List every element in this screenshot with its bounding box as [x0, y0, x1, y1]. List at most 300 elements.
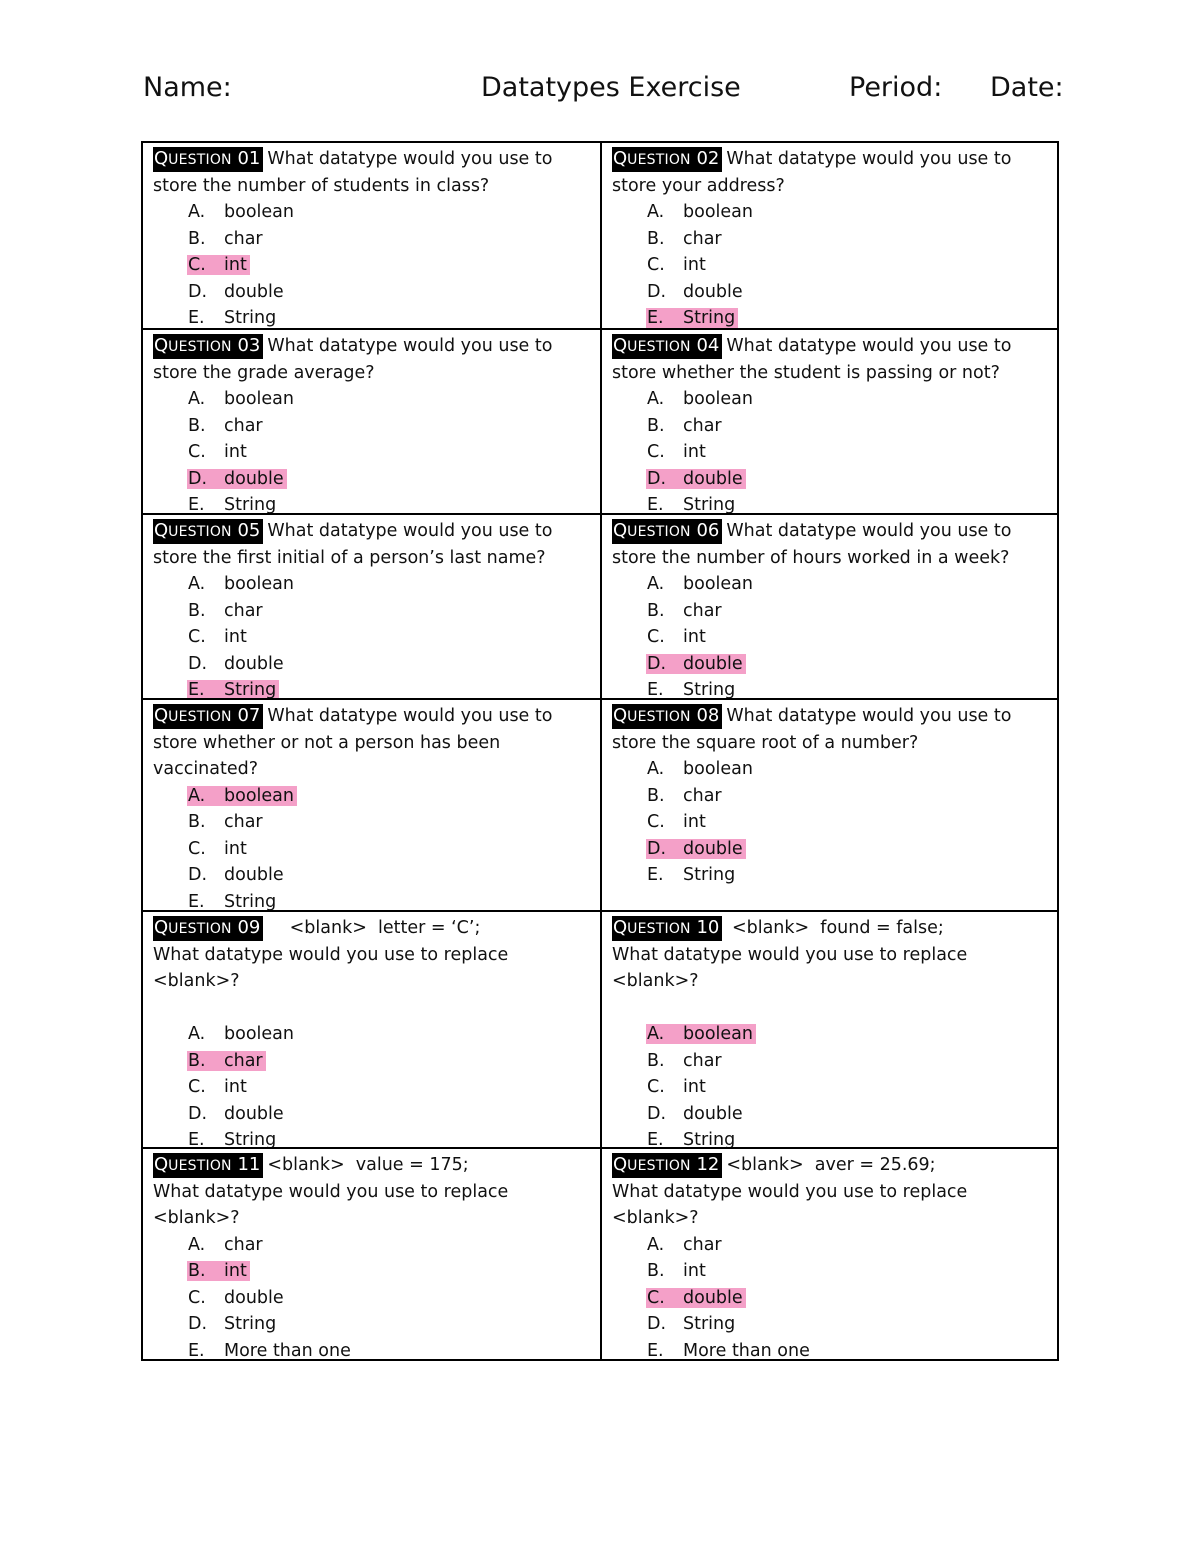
option-text: char — [224, 415, 263, 436]
option-text: double — [224, 1103, 284, 1124]
question-text: <blank>? — [153, 1208, 240, 1228]
answer-option[interactable] — [612, 598, 1049, 625]
question-label: QUESTION 01 — [153, 147, 263, 172]
answer-option-correct[interactable] — [153, 1258, 592, 1285]
option-letter: D. — [647, 1314, 667, 1334]
option-letter: C. — [188, 442, 206, 462]
question-text: What datatype would you use to replace — [612, 1181, 968, 1202]
answer-option[interactable] — [612, 809, 1049, 836]
answer-option-correct[interactable] — [153, 783, 592, 810]
option-text: String — [683, 308, 736, 328]
question-line — [612, 915, 1049, 942]
answer-option[interactable] — [612, 1101, 1049, 1128]
option-text: int — [224, 255, 247, 275]
option-text: String — [224, 891, 277, 912]
option-letter: B. — [188, 1261, 206, 1281]
answer-option[interactable] — [612, 439, 1049, 466]
option-letter: C. — [188, 1077, 206, 1097]
question-prefix: What datatype would you use to — [267, 336, 553, 356]
answer-option-correct[interactable] — [612, 836, 1049, 863]
question-line — [612, 146, 1049, 173]
option-text: int — [683, 1077, 706, 1097]
option-content — [188, 308, 276, 328]
option-content — [647, 601, 722, 621]
question-label: QUESTION 06 — [612, 519, 722, 544]
option-letter: D. — [188, 468, 208, 489]
option-letter: E. — [647, 680, 664, 700]
answer-option[interactable] — [153, 199, 592, 226]
option-text: boolean — [683, 759, 753, 779]
answer-option[interactable] — [153, 226, 592, 253]
answer-option[interactable] — [612, 1311, 1049, 1338]
option-content — [647, 442, 706, 462]
answer-option[interactable] — [153, 386, 592, 413]
option-content — [647, 255, 706, 275]
option-content — [646, 1288, 746, 1308]
option-letter: A. — [188, 202, 206, 222]
answer-option[interactable] — [153, 651, 592, 678]
answer-option[interactable] — [612, 624, 1049, 651]
question-text: store the grade average? — [153, 362, 375, 383]
question-text: store your address? — [612, 175, 785, 196]
question-text: <blank>? — [612, 971, 699, 991]
option-letter: C. — [188, 255, 206, 275]
option-text: char — [683, 785, 722, 806]
option-letter: C. — [188, 1287, 206, 1308]
question-line — [612, 518, 1049, 545]
option-content — [647, 1104, 743, 1124]
option-content — [188, 1341, 351, 1361]
question-label: QUESTION 11 — [153, 1153, 263, 1178]
option-letter: A. — [188, 1234, 206, 1255]
question-line — [153, 146, 592, 173]
option-letter: D. — [647, 653, 667, 674]
option-letter: A. — [188, 1024, 206, 1044]
option-content — [187, 1261, 250, 1281]
answer-option[interactable] — [153, 836, 592, 863]
option-letter: A. — [188, 389, 206, 409]
option-content — [188, 654, 284, 674]
option-content — [647, 865, 735, 885]
question-label: QUESTION 08 — [612, 704, 722, 729]
answer-option[interactable] — [153, 1285, 592, 1312]
answer-option[interactable] — [612, 386, 1049, 413]
option-content — [188, 229, 263, 249]
option-content — [187, 255, 250, 275]
question-label: QUESTION 03 — [153, 334, 263, 359]
answer-option[interactable] — [153, 809, 592, 836]
question-label: QUESTION 04 — [612, 334, 722, 359]
option-letter: E. — [647, 865, 664, 885]
question-text: store the number of students in class? — [153, 175, 490, 196]
option-letter: A. — [647, 759, 665, 779]
question-prefix: What datatype would you use to — [726, 706, 1012, 726]
option-letter: B. — [647, 1261, 665, 1281]
option-content — [188, 1314, 276, 1334]
option-letter: E. — [188, 308, 205, 328]
question-label: QUESTION 09 — [153, 916, 263, 941]
question-cell — [143, 513, 600, 698]
option-letter: E. — [647, 1340, 664, 1361]
option-letter: E. — [647, 1130, 664, 1150]
blank-line — [153, 995, 592, 1022]
option-text: double — [224, 865, 284, 885]
option-text: String — [683, 1314, 736, 1334]
blank-line — [612, 995, 1049, 1022]
option-letter: C. — [188, 627, 206, 647]
option-content — [187, 680, 279, 700]
answer-option-correct[interactable] — [612, 1285, 1049, 1312]
option-text: int — [224, 1077, 247, 1097]
option-text: double — [224, 1287, 284, 1308]
answer-option[interactable] — [612, 279, 1049, 306]
question-text: <blank>? — [153, 971, 240, 991]
option-content — [188, 574, 294, 594]
option-text: String — [224, 308, 277, 328]
option-letter: B. — [188, 600, 206, 621]
option-content — [647, 1261, 706, 1281]
option-text: String — [683, 680, 736, 700]
question-line — [153, 703, 592, 730]
option-content — [188, 389, 294, 409]
answer-option[interactable] — [612, 756, 1049, 783]
answer-option[interactable] — [153, 1021, 592, 1048]
question-label: QUESTION 05 — [153, 519, 263, 544]
option-text: int — [683, 627, 706, 647]
question-prefix: What datatype would you use to — [267, 149, 553, 169]
option-content — [647, 759, 753, 779]
answer-option-correct[interactable] — [612, 1021, 1049, 1048]
option-text: int — [683, 812, 706, 832]
option-text: double — [683, 468, 743, 489]
option-text: int — [224, 838, 247, 859]
option-content — [647, 627, 706, 647]
answer-option[interactable] — [153, 1074, 592, 1101]
question-prefix: <blank> value = 175; — [267, 1155, 469, 1175]
question-cell — [143, 143, 600, 328]
answer-option[interactable] — [153, 1232, 592, 1259]
option-letter: E. — [188, 1340, 205, 1361]
option-letter: E. — [188, 495, 205, 515]
question-cell — [600, 910, 1057, 1150]
option-letter: D. — [188, 281, 208, 302]
option-content — [646, 308, 738, 328]
option-text: boolean — [683, 202, 753, 222]
option-text: boolean — [224, 389, 294, 409]
option-letter: E. — [188, 891, 205, 912]
option-letter: D. — [188, 1314, 208, 1334]
option-letter: A. — [647, 1234, 665, 1255]
option-letter: B. — [188, 415, 206, 436]
option-content — [188, 812, 263, 832]
option-text: double — [683, 1287, 743, 1308]
answer-option[interactable] — [612, 783, 1049, 810]
question-cell — [143, 698, 600, 910]
question-text: store the square root of a number? — [612, 732, 919, 753]
option-text: boolean — [683, 574, 753, 594]
option-content — [188, 892, 276, 912]
option-text: int — [224, 1261, 247, 1281]
option-letter: A. — [647, 1024, 665, 1044]
question-prefix: What datatype would you use to — [267, 521, 553, 541]
question-cell — [143, 1147, 600, 1359]
option-text: boolean — [683, 389, 753, 409]
question-label: QUESTION 07 — [153, 704, 263, 729]
question-text: What datatype would you use to replace — [153, 1181, 509, 1202]
option-text: double — [683, 281, 743, 302]
answer-option[interactable] — [153, 1338, 592, 1365]
question-line — [153, 518, 592, 545]
option-text: double — [224, 281, 284, 302]
option-letter: D. — [647, 838, 667, 859]
option-text: int — [683, 442, 706, 462]
option-letter: B. — [188, 1050, 206, 1071]
option-letter: B. — [647, 600, 665, 621]
option-content — [647, 416, 722, 436]
option-content — [647, 229, 722, 249]
option-content — [647, 574, 753, 594]
answer-option[interactable] — [612, 1338, 1049, 1365]
answer-option[interactable] — [612, 571, 1049, 598]
option-content — [188, 1104, 284, 1124]
option-text: String — [224, 495, 277, 515]
answer-option[interactable] — [612, 862, 1049, 889]
option-letter: D. — [188, 1103, 208, 1124]
option-letter: D. — [647, 281, 667, 302]
option-text: char — [683, 228, 722, 249]
option-letter: E. — [188, 680, 205, 700]
option-text: boolean — [224, 785, 294, 806]
option-content — [187, 469, 287, 489]
option-text: More than one — [224, 1340, 351, 1361]
option-content — [188, 282, 284, 302]
answer-option[interactable] — [612, 1258, 1049, 1285]
option-content — [646, 654, 746, 674]
option-content — [188, 442, 247, 462]
option-content — [647, 282, 743, 302]
option-text: char — [224, 812, 263, 832]
question-line — [153, 1152, 592, 1179]
question-line — [153, 915, 592, 942]
question-cell — [600, 328, 1057, 513]
option-text: double — [224, 468, 284, 489]
answer-option-correct[interactable] — [153, 466, 592, 493]
question-prefix: <blank> aver = 25.69; — [726, 1155, 936, 1175]
option-letter: C. — [647, 627, 665, 647]
question-text: store whether the student is passing or not? — [612, 362, 1000, 383]
answer-option-correct[interactable] — [612, 651, 1049, 678]
option-text: char — [683, 1050, 722, 1071]
option-text: boolean — [683, 1024, 753, 1044]
answer-option[interactable] — [612, 1048, 1049, 1075]
answer-option[interactable] — [153, 1101, 592, 1128]
question-text: What datatype would you use to replace — [612, 944, 968, 965]
answer-option[interactable] — [153, 1311, 592, 1338]
option-letter: E. — [647, 495, 664, 515]
option-letter: C. — [647, 255, 665, 275]
option-text: char — [224, 600, 263, 621]
answer-option[interactable] — [153, 598, 592, 625]
option-letter: D. — [188, 865, 208, 885]
name-label: Name: — [143, 72, 232, 103]
option-letter: A. — [647, 202, 665, 222]
question-cell — [600, 1147, 1057, 1359]
option-content — [188, 416, 263, 436]
answer-option[interactable] — [153, 571, 592, 598]
answer-option-correct[interactable] — [612, 466, 1049, 493]
option-text: String — [683, 495, 736, 515]
page-header — [0, 72, 1200, 112]
option-text: String — [224, 680, 277, 700]
question-cell — [600, 698, 1057, 910]
option-text: char — [224, 228, 263, 249]
question-prefix: <blank> found = false; — [726, 918, 944, 938]
option-text: double — [683, 653, 743, 674]
option-text: double — [683, 1103, 743, 1124]
answer-option-correct[interactable] — [153, 252, 592, 279]
answer-option[interactable] — [153, 279, 592, 306]
option-text: int — [683, 1261, 706, 1281]
page-title: Datatypes Exercise — [481, 72, 741, 103]
option-letter: E. — [647, 308, 664, 328]
question-text: store the first initial of a person’s last name? — [153, 547, 546, 568]
option-content — [188, 627, 247, 647]
option-text: boolean — [224, 202, 294, 222]
answer-option[interactable] — [612, 199, 1049, 226]
question-cell — [600, 143, 1057, 328]
option-letter: C. — [188, 838, 206, 859]
option-letter: D. — [647, 468, 667, 489]
option-letter: A. — [647, 574, 665, 594]
option-text: char — [224, 1050, 263, 1071]
option-text: String — [224, 1130, 277, 1150]
question-cell — [143, 328, 600, 513]
option-content — [188, 202, 294, 222]
question-line — [153, 333, 592, 360]
question-text: <blank>? — [612, 1208, 699, 1228]
option-content — [647, 1341, 810, 1361]
question-text: store whether or not a person has been — [153, 732, 501, 753]
option-letter: A. — [188, 574, 206, 594]
option-text: char — [224, 1234, 263, 1255]
option-content — [188, 1077, 247, 1097]
question-cell — [143, 910, 600, 1150]
option-text: int — [224, 627, 247, 647]
answer-option[interactable] — [612, 413, 1049, 440]
option-text: double — [683, 838, 743, 859]
question-line — [612, 333, 1049, 360]
option-content — [647, 1051, 722, 1071]
answer-option[interactable] — [153, 624, 592, 651]
option-letter: E. — [188, 1130, 205, 1150]
option-letter: B. — [188, 228, 206, 249]
option-content — [188, 495, 276, 515]
option-text: boolean — [224, 1024, 294, 1044]
question-text: vaccinated? — [153, 759, 259, 779]
option-text: String — [224, 1314, 277, 1334]
option-letter: A. — [188, 785, 206, 806]
option-letter: B. — [647, 1050, 665, 1071]
option-text: int — [224, 442, 247, 462]
option-content — [647, 202, 753, 222]
question-cell — [600, 513, 1057, 698]
option-content — [646, 1024, 756, 1044]
questions-table — [141, 141, 1059, 1361]
option-letter: D. — [647, 1103, 667, 1124]
option-text: More than one — [683, 1340, 810, 1361]
option-letter: B. — [647, 228, 665, 249]
option-content — [187, 786, 297, 806]
option-content — [188, 839, 247, 859]
option-content — [647, 812, 706, 832]
option-text: double — [224, 653, 284, 674]
question-prefix: What datatype would you use to — [267, 706, 553, 726]
question-line — [612, 1152, 1049, 1179]
answer-option[interactable] — [612, 226, 1049, 253]
answer-option-correct[interactable] — [153, 1048, 592, 1075]
option-content — [646, 839, 746, 859]
option-text: char — [683, 415, 722, 436]
question-text: What datatype would you use to replace — [153, 944, 509, 965]
question-prefix: What datatype would you use to — [726, 521, 1012, 541]
option-text: String — [683, 865, 736, 885]
option-content — [647, 1314, 735, 1334]
question-label: QUESTION 12 — [612, 1153, 722, 1178]
option-text: String — [683, 1130, 736, 1150]
option-letter: C. — [647, 812, 665, 832]
option-letter: B. — [188, 812, 206, 832]
question-label: QUESTION 10 — [612, 916, 722, 941]
option-letter: B. — [647, 415, 665, 436]
option-text: boolean — [224, 574, 294, 594]
option-letter: C. — [647, 1077, 665, 1097]
option-content — [188, 1024, 294, 1044]
question-line — [612, 703, 1049, 730]
answer-option[interactable] — [153, 413, 592, 440]
option-text: char — [683, 600, 722, 621]
option-letter: D. — [188, 653, 208, 674]
answer-option[interactable] — [153, 439, 592, 466]
option-content — [646, 469, 746, 489]
option-content — [187, 1051, 266, 1071]
option-content — [647, 495, 735, 515]
question-text: store the number of hours worked in a week? — [612, 547, 1010, 568]
option-text: char — [683, 1234, 722, 1255]
answer-option[interactable] — [612, 252, 1049, 279]
answer-option[interactable] — [612, 1232, 1049, 1259]
option-letter: C. — [647, 1287, 665, 1308]
answer-option[interactable] — [153, 862, 592, 889]
option-content — [188, 1235, 263, 1255]
option-content — [647, 680, 735, 700]
answer-option[interactable] — [612, 1074, 1049, 1101]
option-letter: B. — [647, 785, 665, 806]
option-text: int — [683, 255, 706, 275]
period-label: Period: — [849, 72, 943, 103]
option-content — [647, 389, 753, 409]
option-letter: C. — [647, 442, 665, 462]
date-label: Date: — [990, 72, 1064, 103]
option-content — [647, 1077, 706, 1097]
question-label: QUESTION 02 — [612, 147, 722, 172]
question-prefix: What datatype would you use to — [726, 149, 1012, 169]
option-content — [188, 1288, 284, 1308]
option-content — [647, 786, 722, 806]
option-content — [188, 601, 263, 621]
option-letter: A. — [647, 389, 665, 409]
question-prefix: What datatype would you use to — [726, 336, 1012, 356]
option-content — [188, 865, 284, 885]
